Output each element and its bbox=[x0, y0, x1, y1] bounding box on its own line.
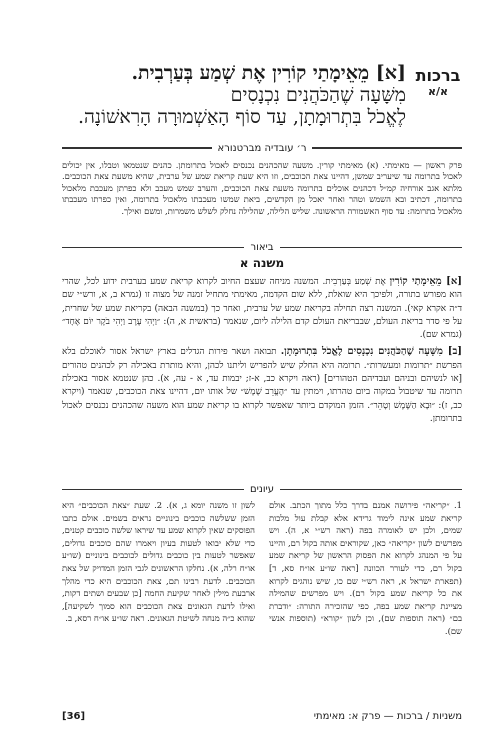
bartenura-commentary: פרק ראשון — מאימתי. (א) מאימתי קורין. משעה שהכהנים נכנסים לאכול בתרומתן. כהנים שנטמאו וטבלו, אין יכולים לאכול בתרומה עד שיעריב שמשן, דהיינו צאת הכוכבים, וזו היא שעת קריאת שמע של ערבית, שהיא משעת צאת הכוכבים. מלתא אגב אורחיה קמ״ל דכהנים אוכלים בתרומה משעת צאת הכוכבים, והערב שמש מעכב ולא כפרתן מעכבת מלאכול בתרומה, דכתיב ובא השמש וטהר ואחר יאכל מן הקדשים, ביאת שמשו מעכבתו מלאכול בתרומה, ואין כפרתו מעכבתו מלאכול בתרומה: עד סוף האשמורה הראשונה. שליש הלילה, שהלילה נחלק לשלש משמרות, ומשם ואילך. bbox=[62, 160, 462, 216]
notes-column-left: לשון זו משנה יומא ג, א). 2. שעת ״צאת הכוכבים״ היא הזמן ששלשה כוכבים בינוניים נראים בשמים. אולם כתבו הפוסקים שאין לקרוא שמע עד שיראו שלשה כוכבים קטנים, כדי שלא יבואו לטעות בעיון ויאמרו שהם כוכבים גדולים, שאפשר לטעות בין כוכבים גדולים לכוכבים בינוניים (שו״ע או״ח רלה, א). נחלקו הראשונים לגבי הזמן המדויק של צאת הכוכבים. לדעת רבינו תם, צאת הכוכבים היא כדי מהלך ארבעת מילין לאחר שקיעת החמה [כן שבעים ושתים דקות, ואילו לדעת הגאונים צאת הכוכבים הוא סמוך לשקיעה], שהוא כ״ה מנחה לשיטת הגאונים. ראה שו״ע או״ח רסא, ב. bbox=[62, 500, 255, 624]
page-footer bbox=[62, 708, 462, 724]
explanation-text: תבואה ושאר פירות הגדלים בארץ ישראל אסור לאוכלם בלא הפרשת ״תרומות ומעשרות״. תרומה היא החלק שיש להפריש וליתנו לכהן, והיא מותרת באכילה רק לכהנים טהורים [או לנשיהם ובניהם ועבדיהם הטהורים] (ראה ויקרא כב, א-ז; יבמות עד, א - עה, א). כהן שנטמא אסור באכילת תרומה עד שיטבול במקוה ביום טהרתו, וימתין עד ״הֶעֱרֵב שֶׁמֶשׁ״ של אותו יום, דהיינו צאת הכוכבים, שנאמר (ויקרא כב, ז): ״וּבָא הַשֶּׁמֶשׁ וְטָהֵר״. הזמן המוקדם ביותר שאפשר לקרוא בו קריאת שמע הוא משעה שהכהנים נכנסים לאכול בתרומתן. bbox=[62, 347, 462, 424]
divider-rule bbox=[312, 147, 462, 149]
explanation-text: אֶת שְׁמַע בְּעַרְבִית. המשנה מניחה שעצם החיוב לקרוא קריאת שמע בערבית ידוע לכל, שהרי הוא מפורש בתורה, ולפיכך היא שואלת, ללא שום הקדמה, מאימתי מתחיל זמנה של מצוה זו (גמרא ב, א, ורש״י שם ד״ה אקרא קאי). המשנה רצה תחילה בקריאת שמע של ערבית, ואחר כך (במשנה הבאה) בקריאת שמע של שחרית, על פי סדר בריאת העולם, שבבריאת העולם קדם הלילה ליום, שנאמר (בראשית א, ה): ״וַיְהִי עֶרֶב וַיְהִי בֹקֶר יוֹם אֶחָד״ (גמרא שם). bbox=[62, 277, 462, 341]
beur-divider bbox=[62, 240, 462, 254]
page-header bbox=[62, 62, 462, 132]
divider-rule bbox=[62, 489, 244, 490]
explanation-body bbox=[62, 275, 462, 429]
mishnah-line: לֶאֱכֹל בִּתְרוּמָתָן, עַד סוֹף הָאַשְׁמוּרָה הָרִאשׁוֹנָה. bbox=[77, 106, 406, 128]
divider-rule bbox=[280, 247, 462, 248]
mishnah-text bbox=[58, 62, 406, 128]
bartenura-heading: ר׳ עובדיה מברטנורא bbox=[217, 142, 307, 154]
beur-heading: ביאור bbox=[250, 241, 274, 253]
mishnah-number-heading: משנה א bbox=[239, 256, 285, 270]
explanation-paragraph bbox=[62, 275, 462, 342]
divider-rule bbox=[62, 247, 244, 248]
divider-rule bbox=[62, 147, 212, 149]
page-number: [36] bbox=[62, 710, 86, 722]
tractate-label bbox=[414, 66, 462, 98]
daf-reference: א/א bbox=[427, 85, 449, 98]
iyunim-heading: עיונים bbox=[249, 483, 275, 495]
notes-section bbox=[62, 499, 462, 699]
tractate-name: ברכות bbox=[415, 66, 461, 85]
bartenura-divider bbox=[62, 141, 462, 155]
iyunim-divider bbox=[62, 482, 462, 496]
divider-rule bbox=[280, 489, 462, 490]
running-title: משניות / ברכות — פרק א: מאימתי bbox=[313, 710, 462, 722]
mishnah-line: [א] מֵאֵימָתַי קוֹרִין אֶת שְׁמַע בְּעַרְבִית. bbox=[131, 62, 406, 84]
mishnah-line: מִשָּׁעָה שֶׁהַכֹּהֲנִים נִכְנָסִים bbox=[230, 84, 406, 106]
explanation-paragraph bbox=[62, 345, 462, 426]
notes-column-right: 1. ״קריאה״ פירושה אמנם בדרך כלל מתוך הכתב. אולם קריאת שמע אינה לימוד גרידא אלא קבלת עול מלכות שמים, ולכן יש לאומרה בפה (ראה רש״י א, ה). ויש מפרשים לשון ״קריאה״ כאן, שקוראים אותה בקול רם, והיינו על פי המנהג לקרוא את הפסוק הראשון של קריאת שמע בקול רם, כדי לעורר הכוונה [ראה שו״ע או״ח סא, ד] (תפארת ישראל א, ראה רש״י שם כו, שיש נוהגים לקרוא את כל קריאת שמע בקול רם). ויש מפרשים שהמילה מציינת קריאת שמע בפה, כפי שהזכירה התורה: ״ודברת בם״ (ראה תוספות שם), וכן לשון ״קורא״ (תוספות אנשי שם). bbox=[269, 500, 462, 636]
explanation-lead: [ב] מִשָּׁעָה שֶׁהַכֹּהֲנִים נִכְנָסִים לֶאֱכֹל בִּתְרוּמָתָן. bbox=[280, 346, 462, 358]
explanation-lead: [א] מֵאֵימָתַי קוֹרִין bbox=[389, 276, 462, 287]
